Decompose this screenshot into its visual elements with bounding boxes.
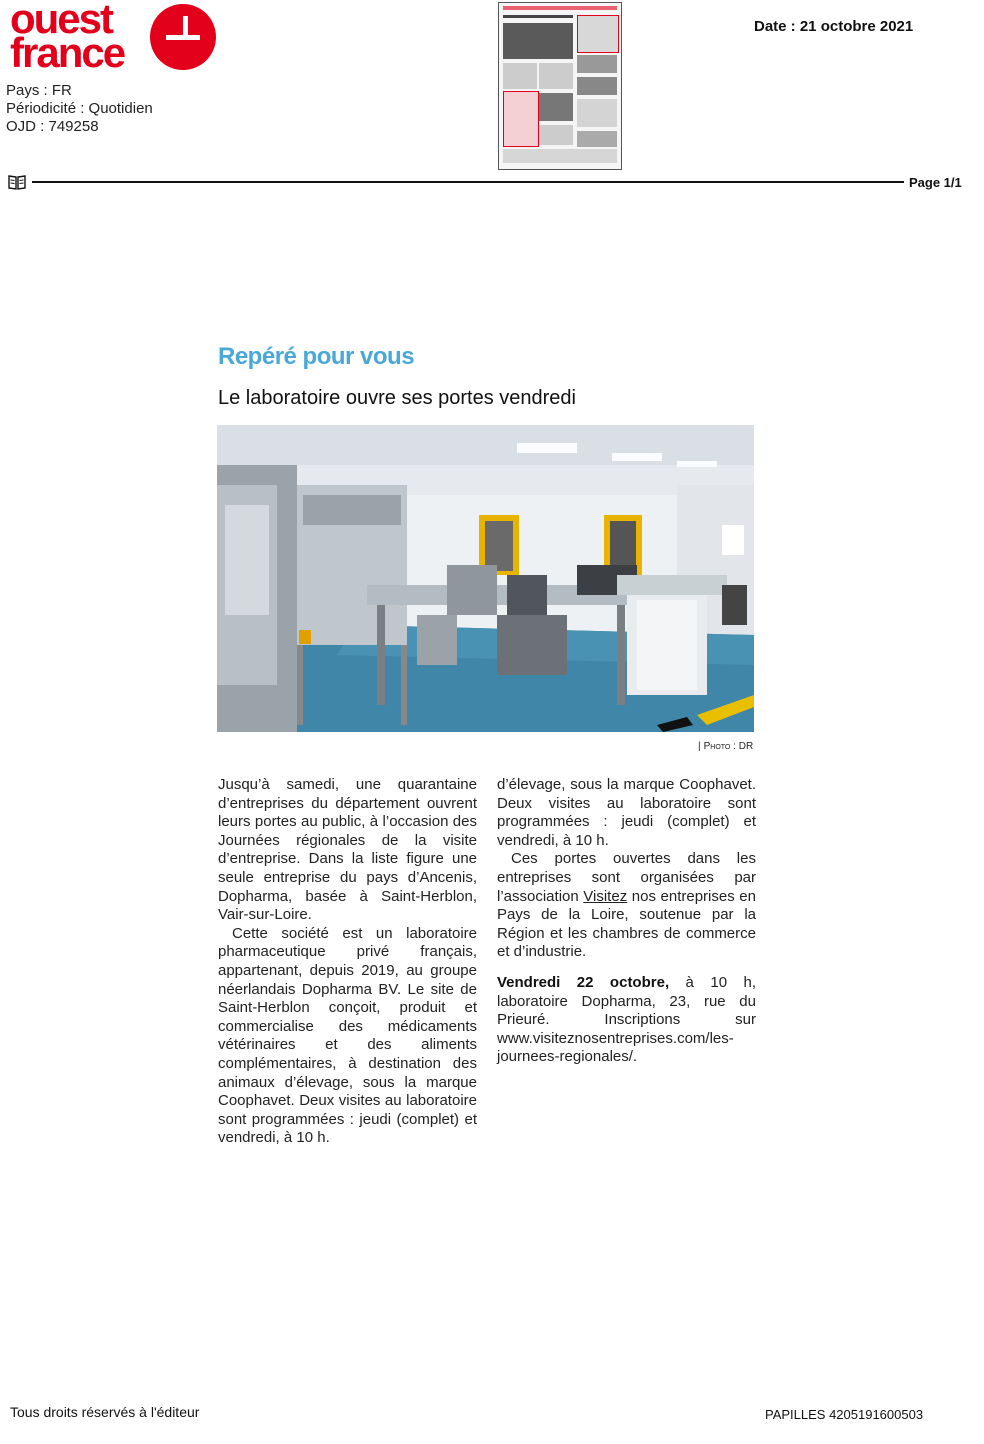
logo-line-1: ouest: [10, 0, 113, 42]
page-thumbnail[interactable]: [498, 2, 622, 170]
publication-date: Date : 21 octobre 2021: [754, 18, 914, 35]
book-icon: [8, 174, 26, 190]
header-divider: [32, 181, 904, 183]
article-paragraph-1: Jusqu’à samedi, une quarantaine d’entreprises du département ouvrent leurs portes au public, à l’occasion des Journées régionales de la visite d’entreprise. Dans la liste figure une seule entreprise du pays d’Ancenis, Dopharma, basée à Saint-Herblon, Vair-sur-Loire.: [218, 776, 477, 924]
page-number: Page 1/1: [909, 175, 962, 190]
article-paragraph-2-continued: d’élevage, sous la marque Coophavet. Deux visites au laboratoire sont programmées : jeudi (complet) et vendredi, à 10 h.: [497, 776, 756, 849]
practical-info-details: à 10 h, laboratoire Dopharma, 23, rue du Prieuré. Inscriptions sur www.visiteznosentreprises.com/les-journees-regionales/.: [497, 973, 756, 1066]
visitez-link[interactable]: Visitez: [583, 887, 628, 905]
practical-info: [497, 974, 756, 1067]
article-paragraph-3: [497, 850, 756, 962]
ouest-france-logo: [10, 0, 125, 76]
paragraph-3-end: nos entreprises en Pays de la Loire, soutenue par la Région et les chambres de commerce et d’industrie.: [497, 887, 756, 961]
document-code: PAPILLES 4205191600503: [765, 1407, 924, 1422]
logo-line-2: france: [10, 29, 125, 76]
article-headline: Le laboratoire ouvre ses portes vendredi: [218, 387, 576, 409]
article-column-2: [497, 776, 756, 1067]
logo-circle-icon: [150, 4, 216, 70]
publication-meta: [6, 82, 153, 136]
photo-credit: | Photo : DR: [698, 741, 754, 752]
photo-credit-label: Photo: [703, 741, 731, 752]
meta-pays: Pays : FR: [6, 82, 72, 99]
practical-info-date: Vendredi 22 octobre,: [497, 973, 670, 991]
article-column-1: [218, 776, 477, 1147]
copyright-notice: Tous droits réservés à l'éditeur: [10, 1404, 200, 1420]
photo-credit-value: DR: [738, 741, 754, 752]
article-paragraph-2: Cette société est un laboratoire pharmaceutique privé français, appartenant, depuis 2019, au groupe néerlandais Dopharma BV. Le site de Saint-Herblon conçoit, produit et commercialise des médicaments vétérinaires et des aliments complémentaires, à destination des animaux d’élevage, sous la marque Coophavet. Deux visites au laboratoire sont programmées : jeudi (complet) et vendredi, à 10 h.: [218, 924, 477, 1147]
article-photo: [217, 425, 754, 732]
paragraph-3-start: Ces portes ouvertes dans les entreprises sont organisées par l’association: [497, 850, 756, 905]
photo-credit-sep: :: [730, 741, 739, 752]
article-kicker: Repéré pour vous: [218, 343, 415, 370]
laboratory-photo: [217, 425, 754, 732]
meta-ojd: OJD : 749258: [6, 118, 99, 135]
meta-periodicite: Périodicité : Quotidien: [6, 100, 153, 117]
